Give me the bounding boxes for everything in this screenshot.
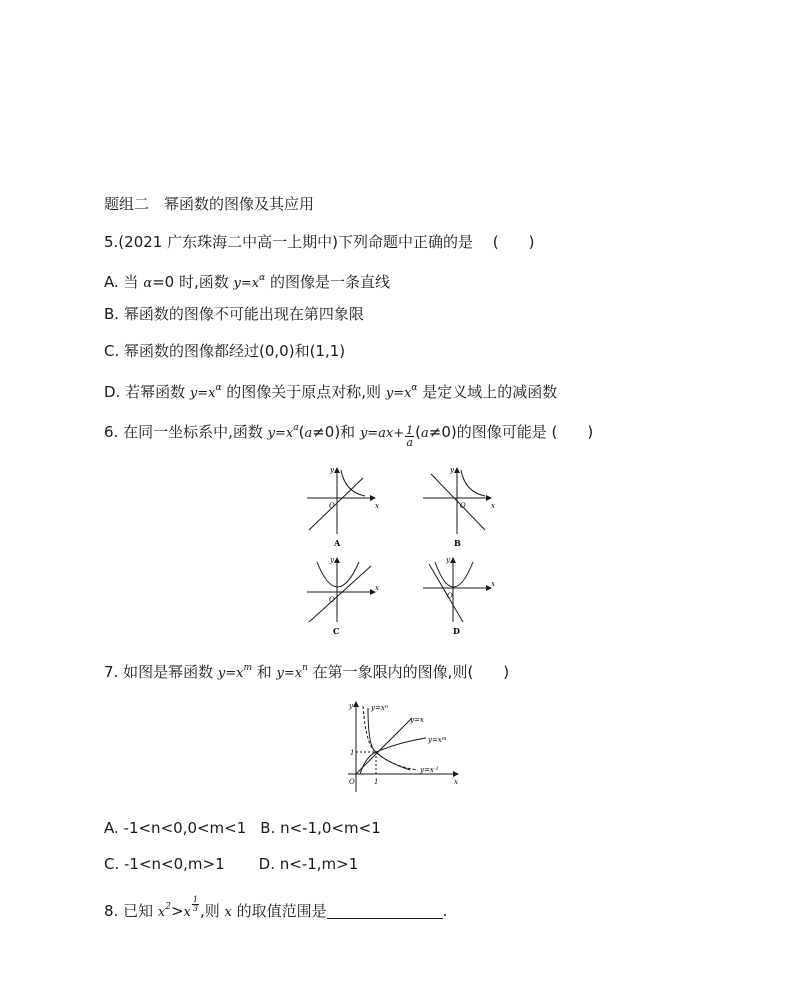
q8-text-2: ,则 (199, 902, 225, 920)
q7-curve-x-m (360, 738, 426, 774)
q5-d-text-1: D. 若幂函数 (104, 383, 190, 401)
q7-tick-x-1: 1 (374, 778, 379, 786)
q8-answer-blank[interactable] (327, 902, 443, 919)
q6-graph-a (307, 468, 375, 534)
q8-exp-fraction-numerator: 1 (192, 895, 198, 904)
q5-a-math-func: y=x (233, 276, 260, 291)
q6-graph-b-x-label: x (491, 502, 495, 510)
q6-fraction-denominator: a (406, 436, 413, 449)
q7-math-exp-2: n (302, 663, 308, 673)
q7-label-x-n-base: y=x (371, 704, 385, 712)
q7-option-b: B. n<-1,0<m<1 (260, 819, 381, 837)
q8-stem (104, 896, 447, 923)
q8-text-gt: > (170, 902, 184, 920)
q8-text-3: 的取值范围是 (231, 902, 327, 920)
q7-math-func-1: y=x (217, 666, 244, 681)
q6-math-func-2: y=ax+ (359, 426, 405, 441)
q6-fraction (405, 425, 414, 448)
q6-graph-d-origin-label: O (447, 592, 453, 600)
q5-d-text-3: 是定义域上的减函数 (417, 383, 558, 401)
q7-option-d: D. n<-1,m>1 (258, 855, 359, 873)
q6-text-1: 6. 在同一坐标系中,函数 (104, 423, 268, 441)
q6-text-3: ≠0)的图像可能是 ( ) (428, 423, 594, 441)
q5-d-math-exp-2: α (411, 383, 418, 393)
q6-math-a-1: a (304, 426, 313, 441)
q6-graph-b-origin-label: O (460, 502, 466, 510)
q8-exp-fraction (192, 896, 199, 913)
q6-graph-b (423, 468, 491, 534)
q6-stem (104, 418, 593, 448)
q6-graph-a-caption: A (334, 538, 341, 548)
q7-option-a: A. -1<n<0,0<m<1 (104, 819, 247, 837)
q5-a-text-3: 的图像是一条直线 (265, 273, 390, 291)
q6-graph-d (423, 558, 491, 622)
q6-graph-c-y-label: y (330, 556, 334, 564)
q8-math-x-2: x (183, 905, 191, 920)
q7-y-label: y (349, 702, 353, 710)
q5-a-text-2: =0 时,函数 (152, 273, 234, 291)
q6-graph-c-curve (317, 562, 359, 587)
q6-graph-c-x-label: x (375, 584, 379, 592)
q8-text-1: 8. 已知 (104, 902, 158, 920)
q8-math-x-1: x (157, 905, 166, 920)
q6-graph-d-caption: D (453, 626, 460, 636)
q6-graph-b-caption: B (454, 538, 461, 548)
q6-graph-a-y-label: y (330, 466, 334, 474)
q5-d-text-2: 的图像关于原点对称,则 (221, 383, 386, 401)
q7-label-x-n (370, 704, 388, 712)
q6-text-2: ≠0)和 (312, 423, 360, 441)
q6-graph-b-y-label: y (450, 466, 454, 474)
q6-text-paren-1: ( (298, 423, 305, 441)
q5-a-math-alpha: α (143, 276, 153, 291)
q7-figure (330, 698, 462, 794)
q6-graph-a-line (309, 478, 363, 530)
q7-label-x-n-exp: n (384, 704, 389, 710)
q6-graph-c-caption: C (333, 626, 340, 636)
q6-graph-c (307, 558, 375, 622)
q6-text-paren-2: ( (415, 423, 422, 441)
q5-option-c: C. 幂函数的图像都经过(0,0)和(1,1) (104, 342, 346, 360)
q7-label-x-m (427, 736, 447, 744)
q6-graph-a-x-label: x (375, 502, 379, 510)
q7-label-x-inverse-exp: -1 (433, 766, 439, 772)
q6-graph-d-line (429, 564, 463, 622)
q5-a-text-1: A. 当 (104, 273, 144, 291)
q7-label-x-inverse-base: y=x (420, 766, 434, 774)
q7-label-x-m-base: y=x (428, 736, 442, 744)
q7-options-row-1 (104, 818, 381, 838)
q5-d-math-func-2: y=x (385, 386, 412, 401)
q7-options-row-2 (104, 854, 358, 874)
q7-math-exp-1: m (243, 663, 252, 673)
q7-origin-label: O (349, 778, 355, 786)
q8-math-x-3: x (224, 905, 232, 920)
q7-option-c: C. -1<n<0,m>1 (104, 855, 225, 873)
q5-option-b: B. 幂函数的图像不可能出现在第四象限 (104, 305, 364, 323)
q6-graph-d-y-label: y (446, 556, 450, 564)
q6-math-exp: a (293, 423, 299, 433)
section-title: 题组二 幂函数的图像及其应用 (104, 195, 315, 213)
q7-tick-y-1: 1 (350, 749, 355, 757)
q5-d-math-exp-1: α (215, 383, 222, 393)
q7-label-x: y=x (410, 716, 424, 724)
q8-exp-fraction-denominator: 3 (192, 904, 198, 913)
q5-stem: 5.(2021 广东珠海二中高一上期中)下列命题中正确的是 ( ) (104, 233, 535, 251)
q5-a-math-exp: α (259, 273, 266, 283)
q8-math-exp-1: 2 (165, 902, 171, 912)
q7-math-func-2: y=x (276, 666, 303, 681)
q7-curve-x-n (368, 708, 410, 770)
q7-curve-y-equals-x (356, 718, 412, 774)
q7-x-label: x (454, 778, 458, 786)
q6-fraction-numerator: 1 (406, 424, 414, 437)
q6-graphs-figure (295, 462, 495, 642)
q6-graph-d-x-label: x (491, 580, 495, 588)
q7-text-1: 7. 如图是幂函数 (104, 663, 218, 681)
q6-graph-b-line (431, 474, 485, 530)
q6-math-a-2: a (421, 426, 429, 441)
q6-math-func-1: y=x (267, 426, 294, 441)
q7-label-x-m-exp: m (441, 736, 447, 742)
q6-graph-a-curve (341, 470, 365, 496)
q6-graph-a-origin-label: O (329, 502, 335, 510)
q6-graph-c-origin-label: O (329, 596, 335, 604)
q7-text-3: 在第一象限内的图像,则( ) (307, 663, 510, 681)
q7-label-x-inverse (419, 766, 439, 774)
q6-graph-c-line (309, 566, 371, 622)
q5-d-math-func-1: y=x (189, 386, 216, 401)
q8-text-end: . (442, 902, 448, 920)
q7-stem (104, 658, 509, 684)
q5-option-a (104, 268, 390, 294)
q5-option-d (104, 378, 557, 404)
q7-text-2: 和 (251, 663, 277, 681)
q6-graph-b-curve (461, 470, 485, 496)
